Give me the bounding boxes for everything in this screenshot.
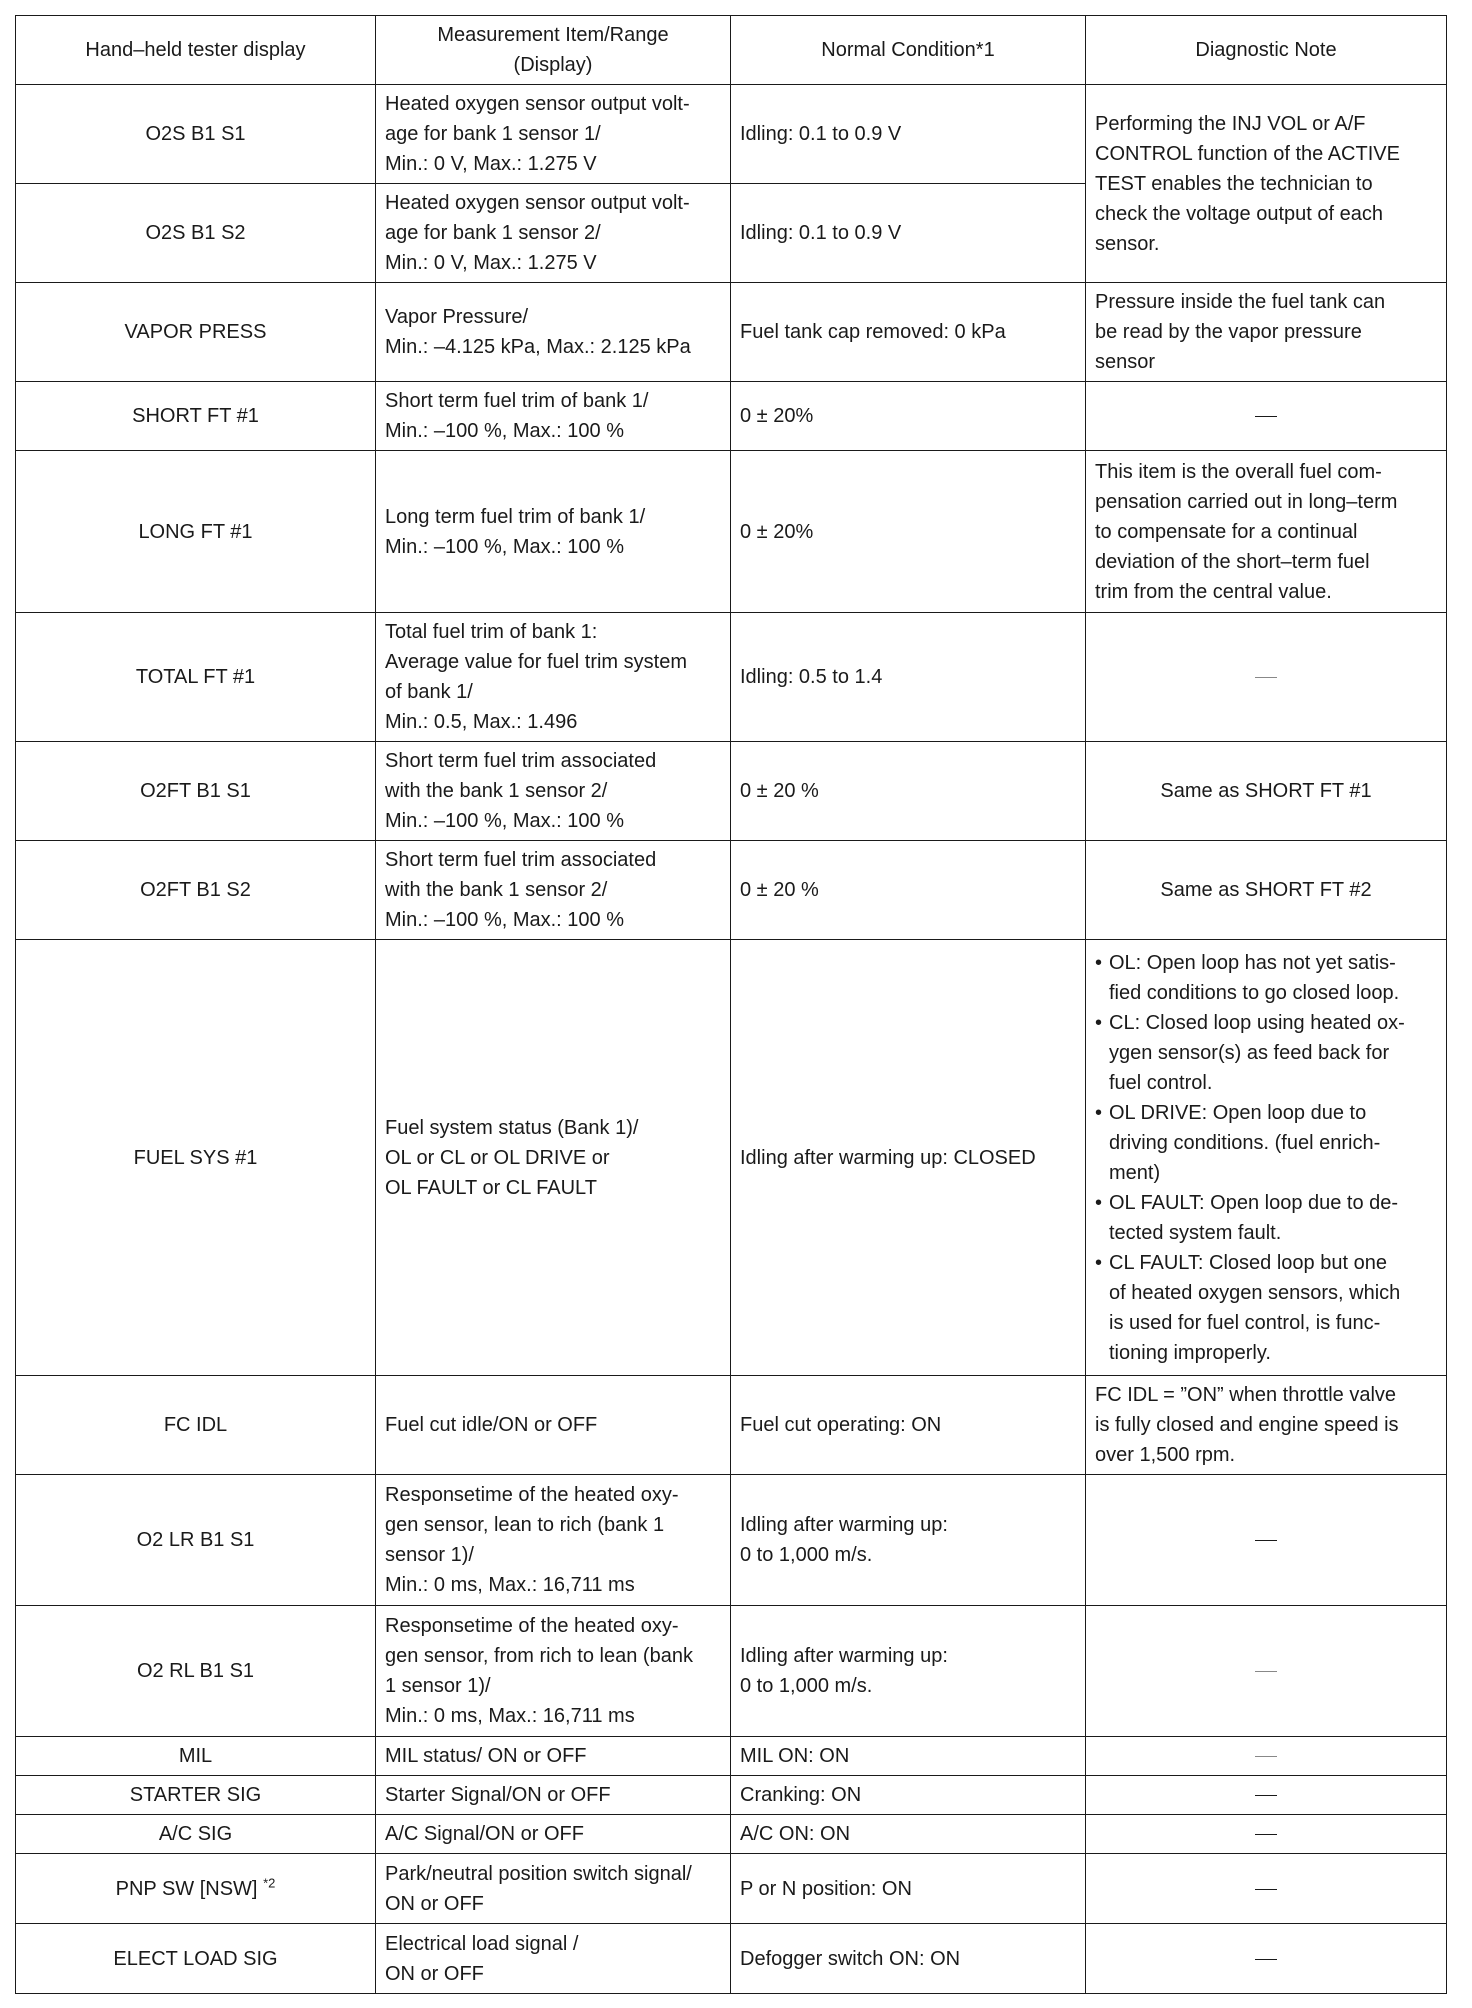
list-item: • OL DRIVE: Open loop due to driving conditions. (fuel enrich- ment) — [1095, 1098, 1437, 1188]
table-row — [16, 1606, 1447, 1737]
cell-display: LONG FT #1 — [16, 451, 376, 613]
dash-mark — [1255, 1795, 1277, 1796]
list-item: • OL: Open loop has not yet satis- fied conditions to go closed loop. — [1095, 948, 1437, 1008]
header-measurement: Measurement Item/Range (Display) — [376, 16, 731, 85]
display-text: PNP SW [NSW] — [115, 1877, 258, 1900]
table-row — [16, 451, 1447, 613]
table-row — [16, 85, 1447, 184]
cell-display: O2S B1 S2 — [16, 184, 376, 283]
fuel-sys-note-list — [1095, 948, 1437, 1368]
cell-display: O2FT B1 S2 — [16, 841, 376, 940]
cell-measurement: Fuel cut idle/ON or OFF — [376, 1376, 731, 1475]
cell-note: This item is the overall fuel com- pensation carried out in long–term to compensate for a continual deviation of the short–term fuel trim from the central value. — [1086, 451, 1447, 613]
table-row — [16, 613, 1447, 742]
dash-mark — [1255, 416, 1277, 417]
header-diagnostic-note: Diagnostic Note — [1086, 16, 1447, 85]
cell-normal: MIL ON: ON — [731, 1737, 1086, 1776]
dash-mark — [1255, 1540, 1277, 1541]
cell-normal: 0 ± 20% — [731, 451, 1086, 613]
table-row — [16, 841, 1447, 940]
cell-measurement: Short term fuel trim associated with the bank 1 sensor 2/ Min.: –100 %, Max.: 100 % — [376, 841, 731, 940]
cell-measurement: Starter Signal/ON or OFF — [376, 1776, 731, 1815]
header-tester-display: Hand–held tester display — [16, 16, 376, 85]
dash-mark — [1255, 1756, 1277, 1757]
cell-measurement: Vapor Pressure/ Min.: –4.125 kPa, Max.: 2.125 kPa — [376, 283, 731, 382]
cell-note — [1086, 1475, 1447, 1606]
cell-note: Pressure inside the fuel tank can be read by the vapor pressure sensor — [1086, 283, 1447, 382]
cell-normal: Idling after warming up: 0 to 1,000 m/s. — [731, 1606, 1086, 1737]
cell-measurement: Park/neutral position switch signal/ ON or OFF — [376, 1854, 731, 1924]
cell-measurement: Fuel system status (Bank 1)/ OL or CL or OL DRIVE or OL FAULT or CL FAULT — [376, 940, 731, 1376]
dash-mark — [1255, 1834, 1277, 1835]
cell-display: VAPOR PRESS — [16, 283, 376, 382]
list-item: • CL: Closed loop using heated ox- ygen sensor(s) as feed back for fuel control. — [1095, 1008, 1437, 1098]
cell-note-fuel-sys — [1086, 940, 1447, 1376]
cell-note — [1086, 382, 1447, 451]
cell-display: STARTER SIG — [16, 1776, 376, 1815]
cell-measurement: Heated oxygen sensor output volt- age for bank 1 sensor 2/ Min.: 0 V, Max.: 1.275 V — [376, 184, 731, 283]
cell-normal: 0 ± 20 % — [731, 742, 1086, 841]
cell-normal: 0 ± 20% — [731, 382, 1086, 451]
cell-measurement: Short term fuel trim associated with the bank 1 sensor 2/ Min.: –100 %, Max.: 100 % — [376, 742, 731, 841]
cell-display: O2 LR B1 S1 — [16, 1475, 376, 1606]
cell-normal: Defogger switch ON: ON — [731, 1924, 1086, 1994]
table-row — [16, 1854, 1447, 1924]
header-normal-condition: Normal Condition*1 — [731, 16, 1086, 85]
cell-display: MIL — [16, 1737, 376, 1776]
cell-measurement: Long term fuel trim of bank 1/ Min.: –100 %, Max.: 100 % — [376, 451, 731, 613]
cell-measurement: Responsetime of the heated oxy- gen sensor, from rich to lean (bank 1 sensor 1)/ Min.: 0 ms, Max.: 16,711 ms — [376, 1606, 731, 1737]
cell-measurement: Total fuel trim of bank 1: Average value for fuel trim system of bank 1/ Min.: 0.5, Max.: 1.496 — [376, 613, 731, 742]
cell-display: O2S B1 S1 — [16, 85, 376, 184]
cell-measurement: A/C Signal/ON or OFF — [376, 1815, 731, 1854]
cell-normal: A/C ON: ON — [731, 1815, 1086, 1854]
table-row — [16, 382, 1447, 451]
cell-normal: Idling after warming up: CLOSED — [731, 940, 1086, 1376]
cell-display — [16, 1854, 376, 1924]
cell-normal: Fuel tank cap removed: 0 kPa — [731, 283, 1086, 382]
table-row — [16, 1924, 1447, 1994]
table-row — [16, 1815, 1447, 1854]
cell-normal: Idling: 0.1 to 0.9 V — [731, 184, 1086, 283]
table-row — [16, 1475, 1447, 1606]
cell-note — [1086, 613, 1447, 742]
table-row — [16, 283, 1447, 382]
dash-mark — [1255, 1959, 1277, 1960]
cell-display: A/C SIG — [16, 1815, 376, 1854]
cell-display: O2 RL B1 S1 — [16, 1606, 376, 1737]
dash-mark — [1255, 1889, 1277, 1890]
cell-normal: P or N position: ON — [731, 1854, 1086, 1924]
table-row — [16, 742, 1447, 841]
cell-display: ELECT LOAD SIG — [16, 1924, 376, 1994]
list-item: • OL FAULT: Open loop due to de- tected system fault. — [1095, 1188, 1437, 1248]
list-item: • CL FAULT: Closed loop but one of heated oxygen sensors, which is used for fuel control, is func- tioning improperly. — [1095, 1248, 1437, 1368]
cell-normal: Idling: 0.5 to 1.4 — [731, 613, 1086, 742]
cell-note — [1086, 1854, 1447, 1924]
dash-mark — [1255, 677, 1277, 678]
diagnostic-data-table — [15, 15, 1447, 1994]
cell-normal: Fuel cut operating: ON — [731, 1376, 1086, 1475]
cell-note: Same as SHORT FT #2 — [1086, 841, 1447, 940]
cell-measurement: Responsetime of the heated oxy- gen sensor, lean to rich (bank 1 sensor 1)/ Min.: 0 ms, Max.: 16,711 ms — [376, 1475, 731, 1606]
cell-note — [1086, 1776, 1447, 1815]
cell-note — [1086, 1924, 1447, 1994]
cell-note-o2s: Performing the INJ VOL or A/F CONTROL function of the ACTIVE TEST enables the technician to check the voltage output of each sensor. — [1086, 85, 1447, 283]
cell-note: Same as SHORT FT #1 — [1086, 742, 1447, 841]
cell-display: FC IDL — [16, 1376, 376, 1475]
cell-display: TOTAL FT #1 — [16, 613, 376, 742]
cell-display: O2FT B1 S1 — [16, 742, 376, 841]
cell-note — [1086, 1815, 1447, 1854]
cell-note: FC IDL = ”ON” when throttle valve is fully closed and engine speed is over 1,500 rpm. — [1086, 1376, 1447, 1475]
cell-note — [1086, 1606, 1447, 1737]
table-row — [16, 1376, 1447, 1475]
cell-measurement: Heated oxygen sensor output volt- age for bank 1 sensor 1/ Min.: 0 V, Max.: 1.275 V — [376, 85, 731, 184]
table-row — [16, 940, 1447, 1376]
cell-normal: Idling: 0.1 to 0.9 V — [731, 85, 1086, 184]
cell-normal: Idling after warming up: 0 to 1,000 m/s. — [731, 1475, 1086, 1606]
table-row — [16, 1776, 1447, 1815]
dash-mark — [1255, 1671, 1277, 1672]
cell-measurement: Electrical load signal / ON or OFF — [376, 1924, 731, 1994]
cell-display: FUEL SYS #1 — [16, 940, 376, 1376]
cell-normal: Cranking: ON — [731, 1776, 1086, 1815]
table-row — [16, 1737, 1447, 1776]
cell-measurement: MIL status/ ON or OFF — [376, 1737, 731, 1776]
cell-note — [1086, 1737, 1447, 1776]
table-header-row — [16, 16, 1447, 85]
cell-display: SHORT FT #1 — [16, 382, 376, 451]
footnote-marker: *2 — [263, 1874, 276, 1890]
cell-normal: 0 ± 20 % — [731, 841, 1086, 940]
cell-measurement: Short term fuel trim of bank 1/ Min.: –100 %, Max.: 100 % — [376, 382, 731, 451]
